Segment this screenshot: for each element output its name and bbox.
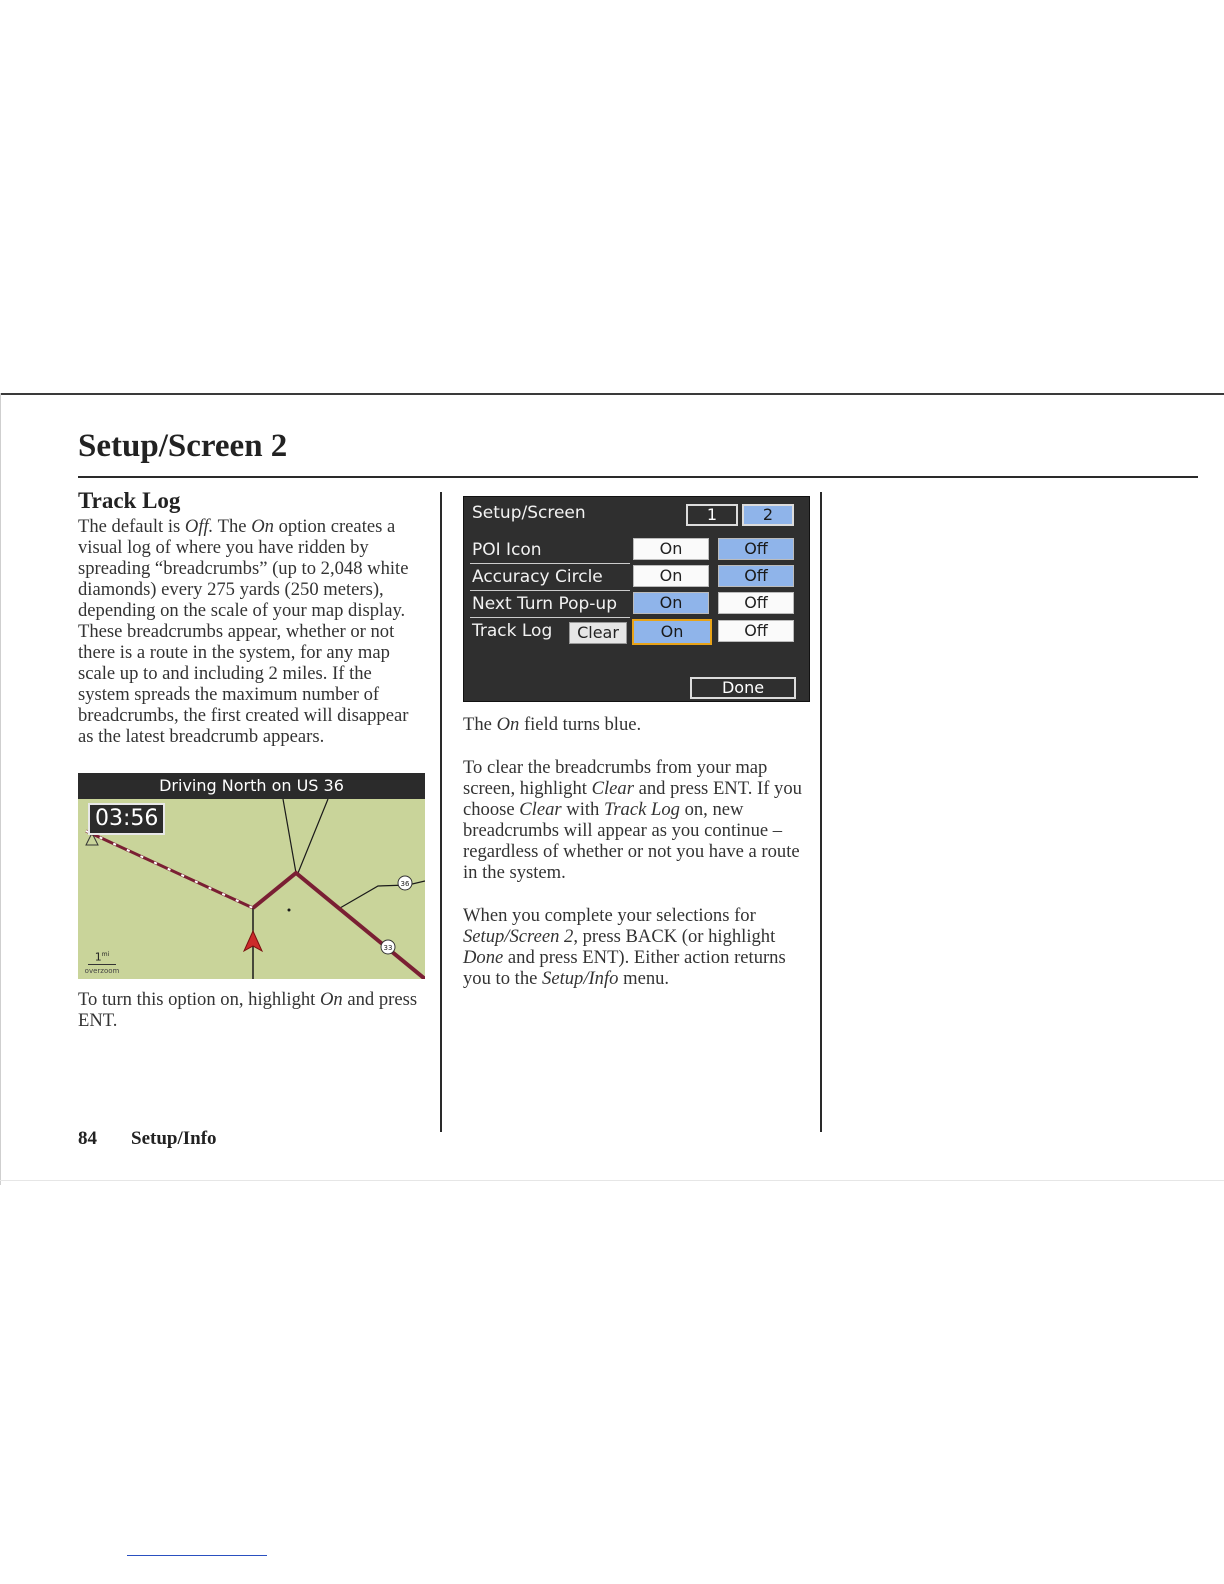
section-heading: Track Log	[78, 488, 181, 513]
accuracy-circle-label: Accuracy Circle	[472, 567, 603, 587]
title-rule	[78, 476, 1198, 478]
map-scale-overzoom: overzoom	[84, 966, 120, 975]
road	[340, 881, 425, 908]
completion-instruction: When you complete your selections for Setup/Screen 2, press BACK (or highlight Done and press ENT). Either action returns you to the Setup/Info menu.	[463, 905, 786, 989]
screen-title: Setup/Screen	[472, 503, 586, 523]
column-divider-left	[440, 492, 442, 1132]
track-log-description: The default is Off. The On option creates a visual log of where you have ridden by spreading “breadcrumbs” (up to 2,048 white diamonds) every 275 yards (250 meters), depending on the scale of your map display. These breadcrumbs appear, whether or not there is a route in the system, for any map scale up to and including 2 miles. If the system spreads the maximum number of breadcrumbs, the first created will disappear as the latest breadcrumb appears.	[78, 516, 409, 747]
next-turn-popup-on-option[interactable]: On	[633, 592, 709, 614]
clear-button[interactable]: Clear	[569, 622, 627, 644]
page-title: Setup/Screen 2	[78, 428, 288, 464]
row-divider	[470, 590, 630, 591]
poi-icon-on-option[interactable]: On	[633, 538, 709, 560]
done-button[interactable]: Done	[690, 677, 796, 699]
scan-artifact-line	[127, 1555, 267, 1556]
road	[283, 799, 296, 873]
bottom-scan-line	[0, 1180, 1224, 1181]
road	[298, 799, 328, 873]
setup-screen-screenshot	[463, 496, 810, 702]
track-log-label: Track Log	[472, 621, 553, 641]
clear-breadcrumbs-instruction: To clear the breadcrumbs from your map screen, highlight Clear and press ENT. If you choose Clear with Track Log on, new breadcrumbs will appear as you continue – regardless of whether or not you have a route in the system.	[463, 757, 802, 883]
turn-on-instruction: To turn this option on, highlight On and press ENT.	[78, 989, 418, 1031]
poi-icon-off-option[interactable]: Off	[718, 538, 794, 560]
row-divider	[470, 617, 630, 618]
next-turn-popup-label: Next Turn Pop-up	[472, 594, 617, 614]
column-divider-right	[820, 492, 822, 1132]
route-shield-33-label: 33	[383, 944, 393, 952]
page-number: 84	[78, 1128, 97, 1149]
next-turn-popup-off-option[interactable]: Off	[718, 592, 794, 614]
page-1-button[interactable]: 1	[686, 504, 738, 526]
map-scale-unit: mi	[101, 951, 110, 958]
poi-dot	[288, 909, 291, 912]
page-edge	[0, 393, 1, 1185]
screen-caption: The On field turns blue.	[463, 714, 642, 735]
footer-section-title: Setup/Info	[131, 1128, 217, 1149]
track-log-off-option[interactable]: Off	[718, 620, 794, 642]
poi-icon-label: POI Icon	[472, 540, 542, 560]
left-column	[78, 488, 423, 1031]
map-heading-bar: Driving North on US 36	[78, 773, 425, 799]
accuracy-circle-off-option[interactable]: Off	[718, 565, 794, 587]
top-rule	[0, 393, 1224, 395]
track-log-on-option[interactable]: On	[632, 619, 712, 645]
accuracy-circle-on-option[interactable]: On	[633, 565, 709, 587]
map-scale	[84, 949, 120, 977]
route-line	[253, 873, 425, 979]
row-divider	[470, 563, 630, 564]
route-shield-36-label: 36	[400, 880, 410, 888]
map-scale-value: 1	[94, 950, 102, 964]
map-screenshot	[78, 773, 425, 979]
page-2-button[interactable]: 2	[742, 504, 794, 526]
map-timer: 03:56	[88, 803, 165, 835]
middle-column	[463, 496, 813, 989]
